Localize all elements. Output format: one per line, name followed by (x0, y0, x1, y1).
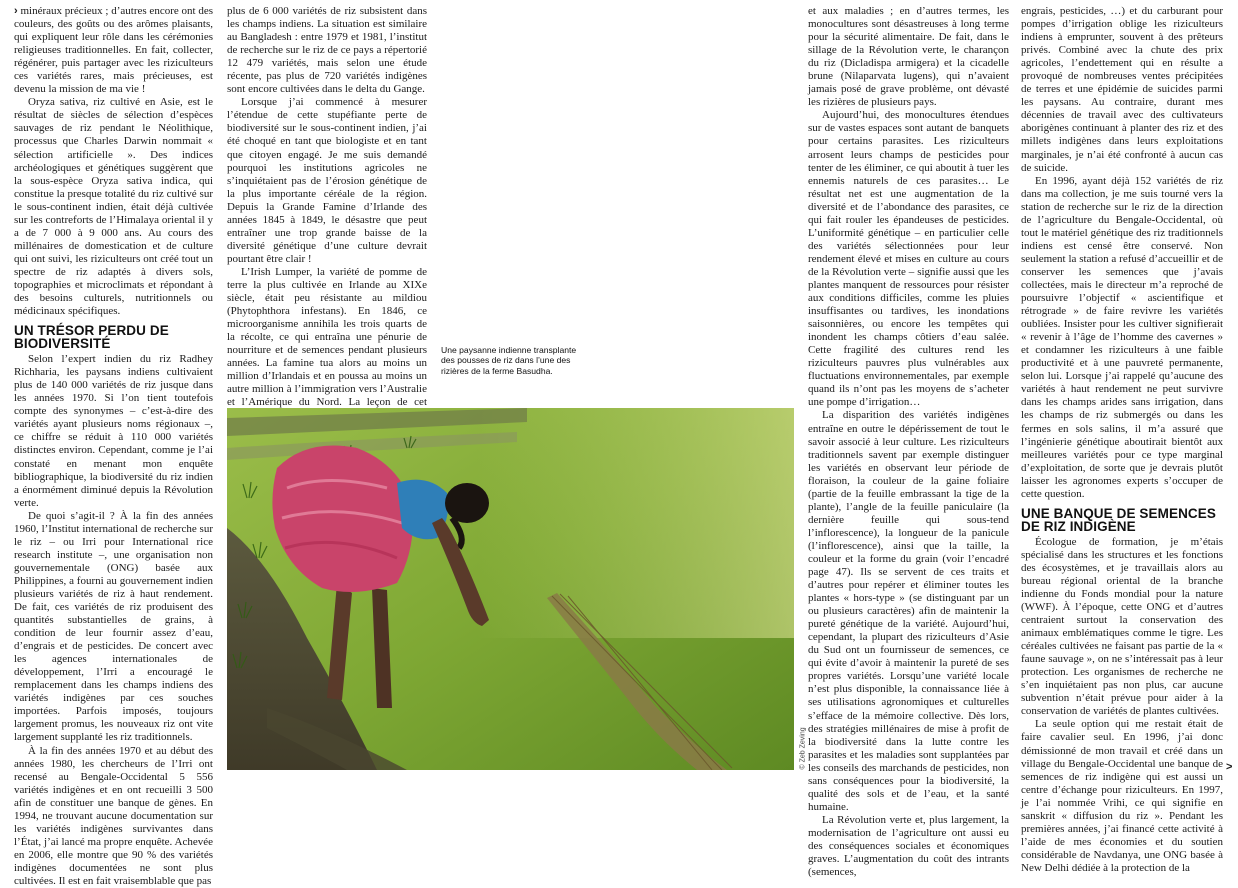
paragraph: De quoi s’agit-il ? À la fin des années 1960, l’Institut international de recherche sur le riz – ou Irri pour International rice research institute –, une organisation non gouvernementale (ONG) basée aux Philippines, a fourni au gouvernement indien plusieurs variétés de riz à haut rendement. De fait, ces variétés de riz produisent des quantités substantielles de grains, à condition de leur fournir assez d’eau, d’engrais et de pesticides. De concert avec les agences internationales de développement, l’Irri a encouragé le remplacement dans les champs indiens des variétés indigènes par ces souches importées. Parfois imposés, toujours largement promus, les nouveaux riz ont vite largement supplanté les riz traditionnels. (14, 509, 213, 744)
paragraph: L’Irish Lumper, la variété de pomme de terre la plus cultivée en Irlande au XIXe siècle, était peu résistante au mildiou (Phytophthora infestans). En 1846, ce microorganisme annihila les trois quarts de la récolte, ce qui entraîna une pénurie de nourriture et de semences pendant plusieurs années. La famine tua alors au moins un million d’Irlandais et en poussa au moins un autre million à l’immigration vers l’Australie et l’Amérique du Nord. La leçon de cet (227, 265, 427, 409)
paragraph: En 1996, ayant déjà 152 variétés de riz dans ma collection, je me suis tourné vers la station de recherche sur le riz de la direction de l’agriculture du Bengale-Occidental, où tout le matériel génétique des riz traditionnels indiens est censé être conservé. Non seulement la station a refusé d’accueillir et de conserver les semences que j’avais collectées, mais le directeur m’a reproché de poursuivre l’objectif « ascientifique et rétrograde » de faire revivre les variétés oubliées. Insister pour les cultiver signifierait « revenir à l’âge de l’homme des cavernes » et condamner les riziculteurs à une faible productivité et à une pauvreté permanente, selon lui. Lorsque j’ai rappelé qu’aucune des variétés à haut rendement ne peut survivre dans les champs arides sans irrigation, dans les champs de riz submergés ou dans les fermes en sols salins, il m’a assuré que l’ingénierie génétique aboutirait bientôt aux meilleures variétés pour ce type marginal d’exploitation, de sorte que je devrais plutôt laisser les agronomes experts s’occuper de cette question. (1021, 174, 1223, 500)
paragraph: La disparition des variétés indigènes entraîne en outre le dépérissement de tout le savoir associé à leur culture. Les riziculteurs traditionnels savent par exemple distinguer les variétés en observant leur période de floraison, la couleur de la gaine foliaire (partie de la feuille embrassant la tige de la plante), l’angle de la feuille paniculaire (la dernière feuille qui sous-tend l’inflorescence), la longueur de la panicule (l’inflorescence), ainsi que la taille, la couleur et la forme du grain (voir l’encadré page 47). Ils se servent de ces traits et d’autres pour repérer et éliminer toutes les plantes « hors-type » (se distinguant par un ou plusieurs caractères) afin de maintenir la pureté génétique de la variété. Aujourd’hui, cependant, la plupart des riziculteurs d’Asie du Sud ont un fournisseur de semences, ce qui évite d’avoir à maintenir la pureté de ses propres variétés. Lorsqu’une variété locale n’est plus disponible, la connaissance liée à ses utilisations agronomiques et culturelles s’efface de la mémoire collective. Dès lors, des stratégies millénaires de mise à profit de la biodiversité dans la lutte contre les parasites et les maladies sont supplantées par les conseils des marchands de pesticides, non sans conséquences pour la biodiversité, la qualité des sols et de l’eau, et la santé humaine. (808, 409, 1009, 813)
next-page-arrow: > (1226, 761, 1233, 773)
section-heading: UN TRÉSOR PERDU DE BIODIVERSITÉ (14, 323, 169, 352)
column-1 (14, 5, 213, 888)
paragraph: Aujourd’hui, des monocultures étendues sur de vastes espaces sont autant de banquets pour certains parasites. Les riziculteurs arrosent leurs champs de pesticides pour tenter de les éliminer, ce qui aboutit à tuer les ennemis naturels de ces parasites… Le résultat net est une augmentation de la diversité et de l’abondance des parasites, ce qui fait rouler les épandeuses de pesticides. L’uniformité génétique – en particulier celle des variétés sélectionnées pour leur rendement élevé et mises en culture au cours de la Révolution verte – signifie aussi que les plantes manquent de ressources pour résister aux conditions difficiles, comme les pluies insuffisantes ou tardives, les inondations saisonnières, ou encore les tempêtes qui inondent les champs côtiers d’eau salée. Cette fragilité des cultures rend les riziculteurs pauvres plus vulnérables aux fluctuations environnementales, par exemple quand ils n’ont pas les moyens de s’acheter une pompe d’irrigation… (808, 109, 1009, 409)
column-4 (1021, 5, 1223, 875)
paragraph: Selon l’expert indien du riz Radhey Richharia, les paysans indiens cultivaient plus de 140 000 variétés de riz jusque dans les années 1970. Si l’on tient toutefois compte des synonymes – c’est-à-dire des variétés ayant plusieurs noms régionaux –, ce chiffre se réduit à 110 000 variétés distinctes environ. Cependant, comme je l’ai constaté en menant mon enquête bibliographique, la biodiversité du riz indien a énormément diminué depuis la Révolution verte. (14, 353, 213, 509)
paragraph: engrais, pesticides, …) et du carburant pour pompes d’irrigation oblige les riziculteurs indiens à emprunter, souvent à des prêteurs privés. Combiné avec la chute des prix agricoles, l’endettement qui en résulte a provoqué de nombreuses ventes précipitées de terres et une épidémie de suicides parmi les paysans. Au contraire, durant mes décennies de travail avec des cultivateurs aborigènes continuant à planter des riz et des millets indigènes dans leurs exploitations marginales, je n’ai été confronté à aucun cas de suicide. (1021, 5, 1223, 174)
photo-caption: Une paysanne indienne transplante des pousses de riz dans l’une des rizières de la ferme Basudha. (441, 345, 577, 376)
paragraph: plus de 6 000 variétés de riz subsistent dans les champs indiens. La situation est similaire au Bangladesh : entre 1979 et 1981, l’institut de recherche sur le riz de ce pays a répertorié 12 479 variétés, mais selon une étude récente, pas plus de 720 variétés indigènes sont encore cultivées dans le delta du Gange. (227, 5, 427, 96)
paragraph: Écologue de formation, je m’étais spécialisé dans les structures et les fonctions des écosystèmes, et je travaillais alors au bureau régional oriental de la branche indienne du Fonds mondial pour la nature (WWF). À l’époque, cette ONG et d’autres centraient surtout la conservation des animaux emblématiques comme le tigre. Les céréales cultivées ne faisant pas partie de la « faune sauvage », on ne s’intéressait pas à leur protection. Les organismes de recherche ne s’en inquiétaient pas non plus, car aucune subvention n’était prévue pour aider à la conservation de variétés de plantes cultivées. (1021, 535, 1223, 718)
paragraph: La seule option qui me restait était de faire cavalier seul. En 1996, j’ai donc démissionné de mon travail et créé dans un village du Bengale-Occidental une banque de semences de riz indigène qui est aussi un centre d’échange pour riziculteurs. En 1997, je l’ai nommée Vrihi, ce qui signifie en sanskrit « diffusion du riz ». Pendant les premières années, j’ai financé cette activité à l’aide de mes économies et du soutien considérable de Navdanya, une ONG basée à New Delhi dédiée à la protection de la (1021, 718, 1223, 874)
section-heading: UNE BANQUE DE SEMENCES DE RIZ INDIGÈNE (1021, 505, 1216, 534)
paragraph: À la fin des années 1970 et au début des années 1980, les chercheurs de l’Irri ont recensé au Bengale-Occidental 5 556 variétés indigènes et en ont recueilli 3 500 afin de constituer une banque de gènes. En 1994, ne trouvant aucune documentation sur les variétés indigènes survivantes dans l’État, j’ai lancé ma propre enquête. Achevée en 2006, elle montre que 90 % des variétés indigènes documentées ne sont plus cultivées. Il est en fait vraisemblable que pas (14, 744, 213, 887)
rice-paddy-photo (227, 408, 794, 770)
column-3 (808, 5, 1009, 879)
paragraph: et aux maladies ; en d’autres termes, les monocultures sont désastreuses à long terme pour la sécurité alimentaire. De fait, dans le sillage de la Révolution verte, le charançon du riz (Dicladispa armigera) et la cicadelle brune (Nilaparvata lugens), qui n’avaient jamais posé de grave problème, ont dévasté les rizières de plusieurs pays. (808, 5, 1009, 109)
paragraph: La Révolution verte et, plus largement, la modernisation de l’agriculture ont aussi eu des conséquences sociales et économiques graves. L’augmentation du coût des intrants (semences, (808, 813, 1009, 879)
photo-credit: © Zeb Zeving (799, 727, 807, 770)
paragraph: Lorsque j’ai commencé à mesurer l’étendue de cette stupéfiante perte de biodiversité sur le sous-continent indien, j’ai été choqué en tant que biologiste et en tant que citoyen engagé. Je me suis demandé pourquoi les institutions agricoles ne s’inquiétaient pas de l’érosion génétique de la plus importante céréale de la région. Depuis la Grande Famine d’Irlande des années 1845 à 1849, le désastre que peut entraîner une trop grande baisse de la diversité génétique d’une culture devrait pourtant être clair ! (227, 96, 427, 265)
column-2 (227, 5, 427, 449)
continuation-arrow: › (14, 5, 18, 17)
paragraph: Oryza sativa, riz cultivé en Asie, est le résultat de siècles de sélection d’espèces sauvages de riz pendant le Néolithique, processus que Charles Darwin nommait « sélection artificielle ». Des indices archéologiques et génétiques suggèrent que la sous-espèce Oryza sativa indica, qui constitue la presque totalité du riz cultivé sur le sous-continent indien, était déjà cultivée sur les contreforts de l’Himalaya oriental il y a de 7 000 à 9 000 ans. Au cours des millénaires de domestication et de culture qui ont suivi, les riziculteurs ont créé tout un spectre de riz adaptés à divers sols, topographies et microclimats et répondant à des besoins culturels, nutritionnels ou médicinaux spécifiques. (14, 96, 213, 318)
paragraph: › minéraux précieux ; d’autres encore ont des couleurs, des goûts ou des arômes plaisants, qui expliquent leur rôle dans les cérémonies religieuses traditionnelles. En fait, collecter, régénérer, puis partager avec les riziculteurs ces variétés rares, mais précieuses, est devenu la mission de ma vie ! (14, 5, 214, 96)
